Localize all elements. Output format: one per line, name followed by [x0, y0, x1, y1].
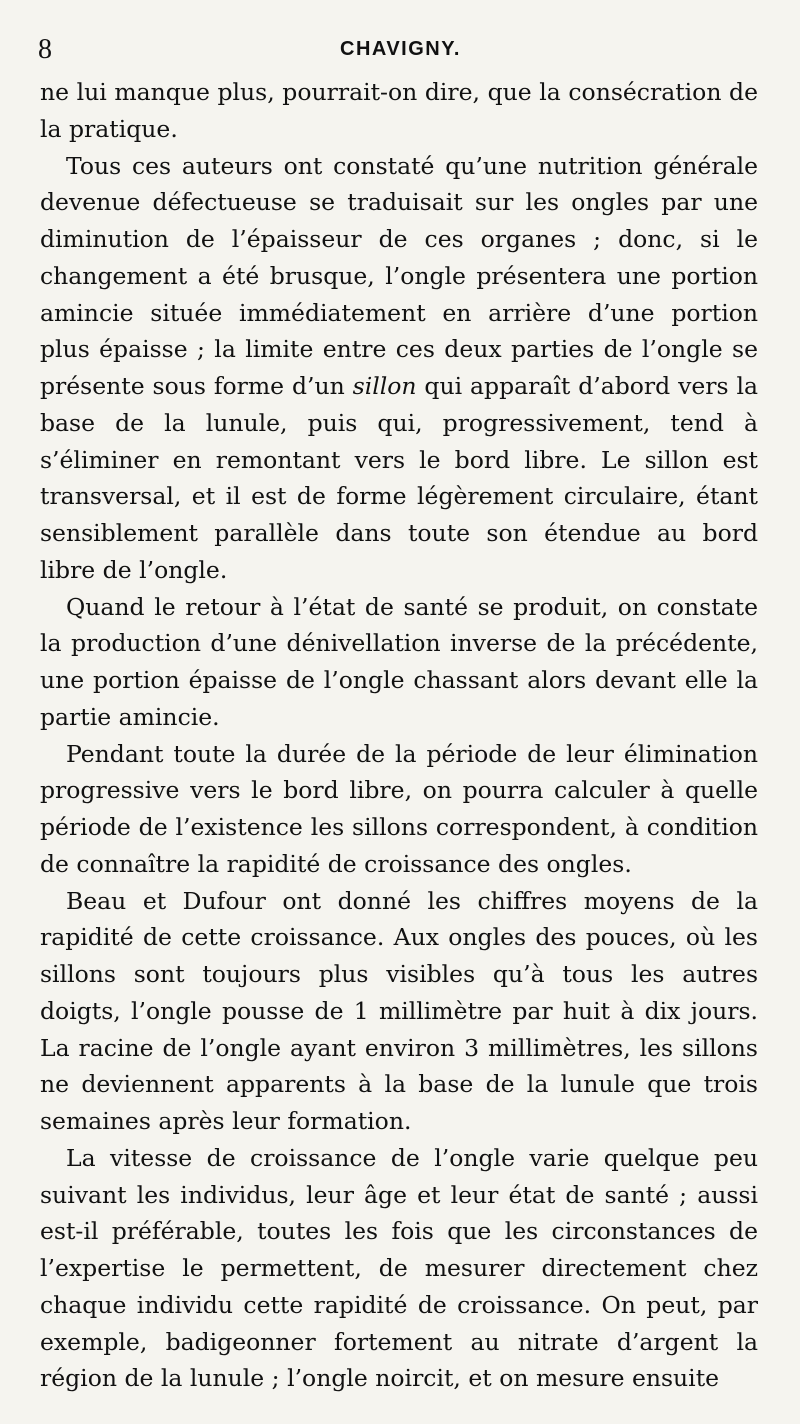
running-title: CHAVIGNY. — [340, 38, 461, 60]
paragraph-text: Tous ces auteurs ont constaté qu’une nutrition générale devenue défectueuse se traduisait sur les ongles par une diminution de l’épaisseur de ces organes ; donc, si le changement a été brusque, l’ongle présentera une portion amincie située immédiatement en arrière d’une portion plus épaisse ; la limite entre ces deux parties de l’ongle se présente sous forme d’un — [40, 151, 758, 400]
text-body — [40, 74, 758, 1397]
paragraph-beau-dufour: Beau et Dufour ont donné les chiffres moyens de la rapidité de cette croissance. Aux ongles des pouces, où les sillons sont toujours plus visibles qu’à tous les autres doigts, l’ongle pousse de 1 millimètre par huit à dix jours. La racine de l’ongle ayant environ 3 millimètres, les sillons ne deviennent apparents à la base de la lunule que trois semaines après leur formation. — [40, 886, 758, 1135]
paragraph-return-to-health: Quand le retour à l’état de santé se produit, on constate la production d’une dénivellation inverse de la précédente, une portion épaisse de l’ongle chassant alors devant elle la partie amincie. — [40, 592, 758, 731]
page-number: 8 — [38, 34, 52, 65]
paragraph-growth-speed: La vitesse de croissance de l’ongle varie quelque peu suivant les individus, leur âge et leur état de santé ; aussi est-il préférable, toutes les fois que les circonstances de l’expertise le permettent, de mesurer directement chez chaque individu cette rapidité de croissance. On peut, par exemple, badigeonner fortement au nitrate d’argent la région de la lunule ; l’ongle noircit, et on mesure ensuite — [40, 1143, 758, 1393]
paragraph-text: qui apparaît d’abord vers la base de la lunule, puis qui, progressivement, tend à s’éliminer en remontant vers le bord libre. Le sillon est transversal, et il est de forme légèrement circulaire, étant sensiblement parallèle dans toute son étendue au bord libre de l’ongle. — [40, 372, 758, 584]
running-head — [38, 34, 760, 64]
paragraph-continued: ne lui manque plus, pourrait-on dire, que la consécration de la pratique. — [40, 78, 758, 143]
paragraph-nutrition — [40, 148, 758, 589]
italic-term: sillon — [352, 372, 417, 400]
paragraph-elimination: Pendant toute la durée de la période de leur élimination progressive vers le bord libre, on pourra calculer à quelle période de l’existence les sillons correspondent, à condition de connaître la rapidité de croissance des ongles. — [40, 739, 758, 878]
